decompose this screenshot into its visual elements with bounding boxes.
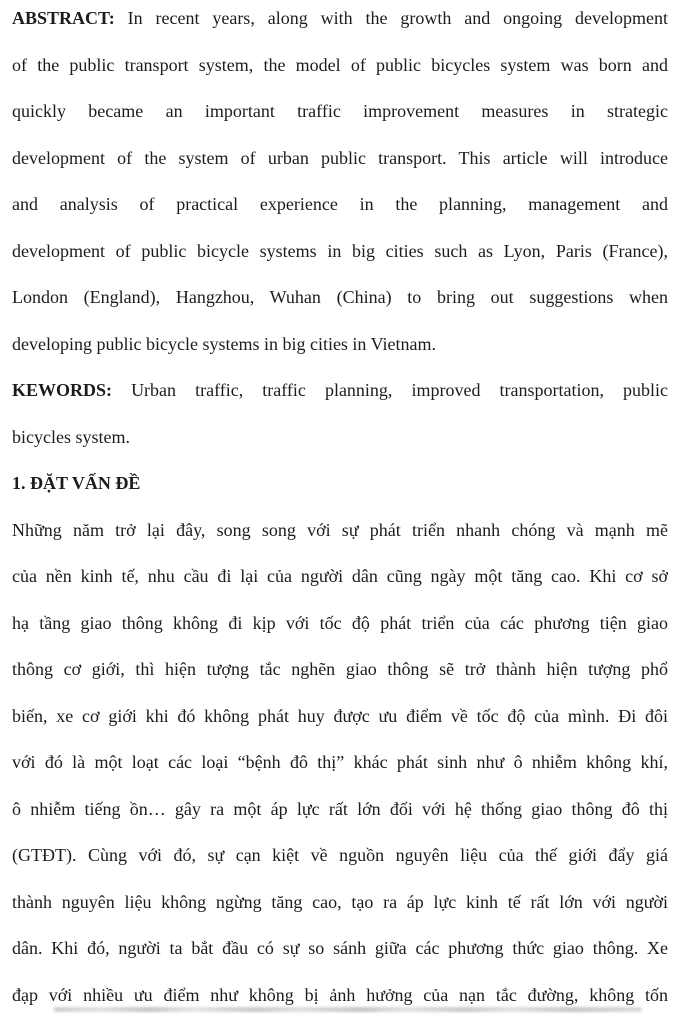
abstract-body — [12, 42, 668, 321]
text-line: thành nguyên liệu không ngừng tăng cao, tạo ra áp lực kinh tế rất lớn với người — [12, 879, 668, 926]
section-1-body — [12, 507, 668, 1018]
text-line: đạp với nhiều ưu điểm như không bị ảnh hưởng của nạn tắc đường, không tốn — [12, 972, 668, 1018]
text-line: development of the system of urban public transport. This article will introduce — [12, 135, 668, 182]
text-line: với đó là một loạt các loại “bệnh đô thị” khác phát sinh như ô nhiễm không khí, — [12, 739, 668, 786]
text-line: dân. Khi đó, người ta bắt đầu có sự so sánh giữa các phương thức giao thông. Xe — [12, 925, 668, 972]
text-line: thông cơ giới, thì hiện tượng tắc nghẽn giao thông sẽ trở thành hiện tượng phổ — [12, 646, 668, 693]
document-page — [12, 0, 668, 1018]
text-line: development of public bicycle systems in big cities such as Lyon, Paris (France), — [12, 228, 668, 275]
abstract-label: ABSTRACT: — [12, 8, 115, 28]
keywords-label: KEWORDS: — [12, 380, 112, 400]
text-line: (GTĐT). Cùng với đó, sự cạn kiệt về nguồn nguyên liệu của thế giới đẩy giá — [12, 832, 668, 879]
keywords-last-line: bicycles system. — [12, 414, 668, 461]
keywords-first-line — [12, 367, 668, 414]
keywords-section — [12, 367, 668, 460]
text-line: biến, xe cơ giới khi đó không phát huy được ưu điểm về tốc độ của mình. Đi đôi — [12, 693, 668, 740]
section-1 — [12, 460, 668, 1018]
text-line: London (England), Hangzhou, Wuhan (China) to bring out suggestions when — [12, 274, 668, 321]
abstract-first-line — [12, 0, 668, 42]
text-line: quickly became an important traffic improvement measures in strategic — [12, 88, 668, 135]
text-line: hạ tầng giao thông không đi kịp với tốc độ phát triển của các phương tiện giao — [12, 600, 668, 647]
abstract-first-line-text: In recent years, along with the growth and ongoing development — [128, 8, 668, 28]
abstract-last-line: developing public bicycle systems in big cities in Vietnam. — [12, 321, 668, 368]
abstract-section — [12, 0, 668, 367]
text-line: của nền kinh tế, nhu cầu đi lại của người dân cũng ngày một tăng cao. Khi cơ sở — [12, 553, 668, 600]
keywords-first-line-text: Urban traffic, traffic planning, improved transportation, public — [131, 380, 668, 400]
text-line: and analysis of practical experience in the planning, management and — [12, 181, 668, 228]
text-line: Những năm trở lại đây, song song với sự phát triển nhanh chóng và mạnh mẽ — [12, 507, 668, 554]
text-line: of the public transport system, the model of public bicycles system was born and — [12, 42, 668, 89]
text-line: ô nhiễm tiếng ồn… gây ra một áp lực rất lớn đối với hệ thống giao thông đô thị — [12, 786, 668, 833]
cut-off-next-line-artifact — [54, 1007, 642, 1012]
section-1-heading: 1. ĐẶT VẤN ĐỀ — [12, 460, 668, 507]
